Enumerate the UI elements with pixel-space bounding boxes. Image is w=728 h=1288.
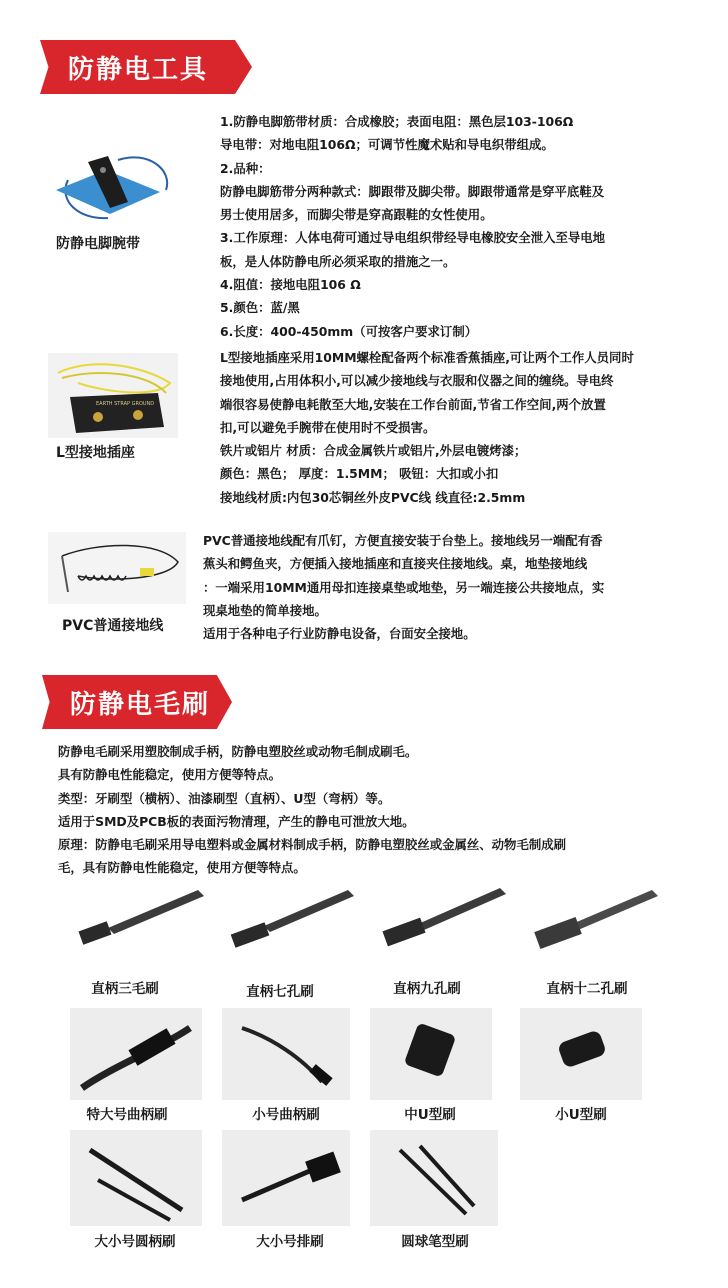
intro-line: 类型：牙刷型（横柄）、油漆刷型（直柄）、U型（弯柄）等。 [58, 790, 391, 806]
l-socket-description [220, 346, 634, 509]
intro-line: 防静电毛刷采用塑胶制成手柄，防静电塑胶丝或动物毛制成刷毛。 [58, 744, 418, 759]
spec-line: 导电带：对地电阻106Ω；可调节性魔术贴和导电织带组成。 [220, 137, 554, 153]
pvc-wire-caption: PVC普通接地线 [62, 618, 164, 634]
brush-photo [370, 1008, 492, 1100]
brush-image [524, 884, 664, 960]
brush-photo [370, 1130, 498, 1226]
spec-line: 2.品种： [220, 160, 271, 176]
device-label: EARTH STRAP GROUND [96, 401, 155, 407]
brush-caption: 圆球笔型刷 [401, 1234, 469, 1250]
spec-line: 防静电脚筋带分两种款式：脚跟带及脚尖带。脚跟带通常是穿平底鞋及 [220, 183, 605, 199]
section-title: 防静电工具 [68, 54, 209, 85]
pvc-wire-image [48, 532, 186, 604]
spec-line: 扣,可以避免手腕带在使用时不受损害。 [220, 419, 436, 435]
spec-line: 6.长度：400-450mm（可按客户要求订制） [220, 323, 478, 339]
ankle-strap-image [48, 140, 178, 228]
brush-photo [520, 1008, 642, 1100]
l-socket-image [48, 353, 178, 438]
spec-line: 接地线材质:内包30芯铜丝外皮PVC线 线直径:2.5mm [220, 489, 526, 505]
brush-caption: 直柄三毛刷 [91, 981, 159, 997]
brush-caption: 直柄七孔刷 [246, 984, 314, 1000]
spec-line: L型接地插座采用10MM螺栓配备两个标准香蕉插座,可让两个工作人员同时 [220, 350, 634, 365]
spec-line: 颜色：黑色； 厚度：1.5MM； 吸钮：大扣或小扣 [220, 466, 499, 482]
spec-line: 男士使用居多，而脚尖带是穿高跟鞋的女性使用。 [220, 207, 493, 223]
brush-caption: 小号曲柄刷 [252, 1107, 320, 1123]
ankle-strap-caption: 防静电脚腕带 [56, 236, 140, 252]
spec-line: 铁片或铝片 材质：合成金属铁片或铝片,外层电镀烤漆； [220, 443, 527, 459]
brush-caption: 大小号排刷 [256, 1234, 324, 1250]
section-banner-tools [40, 40, 252, 94]
brush-image [70, 884, 210, 960]
spec-line: 蕉头和鳄鱼夹，方便插入接地插座和直接夹住接地线。桌，地垫接地线 [203, 556, 588, 572]
l-socket-caption: L型接地插座 [56, 445, 135, 461]
brush-intro [58, 740, 566, 880]
brush-image [374, 884, 514, 960]
brush-photo [70, 1008, 202, 1100]
spec-line: 5.颜色：蓝/黑 [220, 300, 300, 316]
section-title: 防静电毛刷 [70, 689, 211, 720]
brush-caption: 特大号曲柄刷 [86, 1107, 168, 1123]
spec-line: ：一端采用10MM通用母扣连接桌垫或地垫，另一端连接公共接地点，实 [203, 579, 605, 595]
spec-line: 接地使用,占用体积小,可以减少接地线与衣服和仪器之间的缠绕。导电终 [220, 373, 614, 389]
intro-line: 具有防静电性能稳定，使用方便等特点。 [58, 767, 282, 783]
spec-line: 4.阻值：接地电阻106 Ω [220, 277, 361, 293]
spec-line: 现桌地垫的简单接地。 [203, 602, 327, 618]
spec-line: 端很容易使静电耗散至大地,安装在工作台前面,节省工作空间,两个放置 [220, 396, 606, 412]
brush-photo [70, 1130, 202, 1226]
section-banner-brushes [42, 675, 232, 729]
intro-line: 毛，具有防静电性能稳定，使用方便等特点。 [58, 860, 306, 876]
intro-line: 原理：防静电毛刷采用导电塑料或金属材料制成手柄，防静电塑胶丝或金属丝、动物毛制成刷 [58, 837, 567, 853]
spec-line: 3.工作原理：人体电荷可通过导电组织带经导电橡胶安全泄入至导电地 [220, 230, 606, 246]
spec-line: 适用于各种电子行业防静电设备，台面安全接地。 [203, 626, 476, 642]
brush-image [222, 884, 362, 960]
pvc-wire-description [203, 529, 604, 645]
brush-caption: 直柄十二孔刷 [546, 981, 628, 997]
brush-caption: 小U型刷 [555, 1107, 607, 1123]
brush-photo [222, 1130, 350, 1226]
brush-caption: 直柄九孔刷 [393, 981, 461, 997]
brush-caption: 大小号圆柄刷 [94, 1234, 176, 1250]
ankle-strap-description [220, 110, 605, 343]
brush-photo [222, 1008, 350, 1100]
spec-line: PVC普通接地线配有爪钉，方便直接安装于台垫上。接地线另一端配有香 [203, 533, 603, 548]
spec-line: 1.防静电脚筋带材质：合成橡胶；表面电阻：黑色层103-106Ω [220, 114, 574, 129]
spec-line: 板，是人体防静电所必须采取的措施之一。 [220, 253, 456, 269]
brush-caption: 中U型刷 [404, 1107, 456, 1123]
intro-line: 适用于SMD及PCB板的表面污物清理，产生的静电可泄放大地。 [58, 813, 415, 829]
